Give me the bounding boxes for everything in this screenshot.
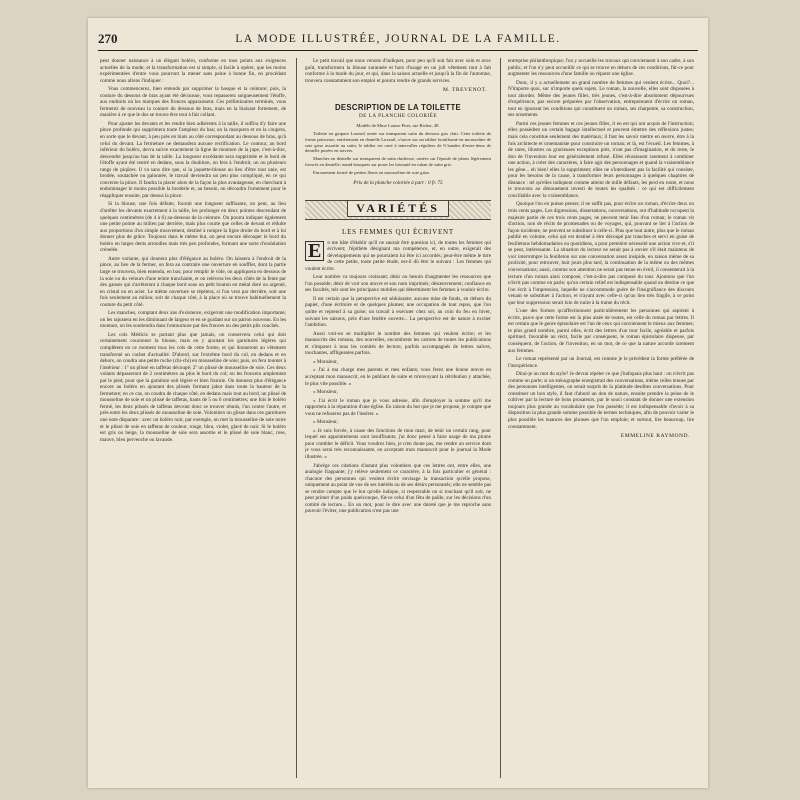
article-paragraph [305, 240, 491, 273]
article-opening-text: n me hâte d'établir qu'il ne saurait être question ici, de toutes les femmes qui écrivent; l'épithète désignant ma compétence, et, en outre, exigerait des développements qui ne pourraient lui être ici accordés; peut-être même le titre de cette petite, toute petite étude, est-il dû être le suivant : Les femmes qui voulent écrire. [305, 239, 491, 272]
article-paragraph: Leur nombre va toujours croissant; désir ou besoin d'augmenter les ressources que l'on possède; désir de voir son œuvre et son nom imprimés; désœuvrement; confiance en ses facultés, tels sont les principaux mobiles qui déterminent les femmes à vouloir écrire. [305, 274, 491, 294]
column-left [100, 58, 286, 778]
varietes-banner [305, 194, 491, 224]
paragraph: Quoique l'on en puisse penser, il ne suffit pas, pour écrire un roman, d'écrire deux ou trois cents pages. Les digressions, dissertations, conversations, ont d'habitude occupent la majeure partie de ces trois cents pages, ne peuvent tenir lieu d'un roman; le roman vit d'action, non de récits de promenades ou de voyages, qui, pouvant se lier à l'action de façon incidente, ne peuvent se substituer à celle-ci. Plus que tout autre, plus que le roman publié en volume, celui qui est destiné à être découpé par tranches et servi en guise de feuilletons hebdomadaires ou quotidiens, a pour première nécessité une action vive et, s'il se peut, intéressante. La situation du lecteur ne serait pas à envier s'il était maintenu de voir interrompre la feuilleton sur une conversation assez insipide, en raison même de sa prolixité, pour retrouver, huit jours plus tard, la continuation de la même ou des mêmes conversations; aussi, comme son attention ne serait pas tenue en éveil, il consenterait à la lecture d'un roman ainsi composé, c'est-à-dire pas composé du tout. Ajoutons que l'on n'écrit pas comme on parle; qu'un certain relief est indispensable quand on destine ce que l'on écrit à l'impression, laquelle ne s'accommode guère de l'insignifiance des discours venant se substituer à l'action, et n'ayant avec celle-ci qu'un lien très fragile, à ce point que leur suppression serait loin de nuire à la trame du récit. [508, 201, 694, 306]
description-paragraph: Modèle de Mme Louise Piret, rue Richer, 48. [356, 123, 440, 129]
article-paragraph: « Monsieur, [313, 358, 338, 365]
paragraph: Autre variante, qui donnera plus d'élégance au boléro. On laissera à l'endroit de la pince, au lieu de la fermer, on fera au contraire une ouverture en soufflet, dont la partie large se trouvera, bien entendu, en bas; pour remplir le vide, on appliquera en dessous de la soie ou du velours d'une teinte tranchante, et on relèvera les deux côtés de la fente par des ganses qui s'arrêteront à chaque bord sous un petit bouton en métal doré ou argenté, en cristal ou en acier. Le même ouverture se répétera, si l'on veut par derrière, soit une fois seulement au milieu; soit de chaque côté, à la place où se trouve habituellement la couture du petit côté. [100, 255, 286, 308]
paragraph: Le petit travail que nous venons d'indiquer, pour peu qu'il soit fait avec soin et avec goût, transformera la blouse surannée et hors d'usage en un joli vêtement tout à fait conforme à la mode du jour, et qui, dans la saison actuelle et jusqu'à la fin de l'automne, trouvera constamment son emploi et pourra rendre de grands services. [305, 58, 491, 84]
page-number: 270 [98, 31, 118, 46]
paragraph: Pour ajuster les devants et les rendre bien adhérents à la taille, il suffira d'y faire une pince profonde qui supprimera toute l'ampleur du bas; on la marquera et on la coupera, en sorte que le devant, à peu près en biais au côté correspondant au dessous de bras, qu'à celui du devant. La fermeture ne demandera aucune rectification. Le contour, au bord inférieur du boléro, devra suivre exactement la ligne de monture de la jupe, c'est-à-dire, descendre jusqu'au bas de la taille. La longueur excédante sera supprimée et le bord de l'étoffe ayant été rentré en dedans, sous la doublure, on fera à l'endroit, un ou plusieurs rangs de piqûres. Il va sans dire que, si la jaquette-blouse au lieu d'être tout unie, est brodée, soutachée ou galonnée, le travail deviendra un peu plus compliqué, en ce qui concerne la pince. Il faudra la placer alors de la façon la plus avantageuse, en cherchant à endommager le moins possible la broderie et, au besoin, on découdra l'ornement pour le réappliquer ensuite, par dessus la pince. [100, 120, 286, 199]
price-line: Prix de la planche coloriée à part : 0 fr. 75 [353, 179, 443, 186]
paragraph: Parmi ces jeunes femmes et ces jeunes filles, il en est qui ont acquis de l'instruction; elles possèdent un certain bagage intellectuel et peuvent émettre des réflexions justes; mais cela constitue seulement des matériaux; il faut les savoir mettre en œuvre, être à la fois architecte et ornemaniste pour construire un roman; et là, est l'écueil. Les femmes, à de rares, illustres ou gracieuses exceptions près, n'ont pas d'imagination, et du reste, le don de l'invention leur est généralement refusé. Elles réussissent rarement à combiner une action, à créer des caractères, à faire agir des personnages et quand la vraisemblance les gêne... eh bien! elles la suppriment; elles ne s'interdisent pas la facilité qui consiste, pour les besoins de la cause, à transformer leurs personnages à quelques chapitres de distance : tel qu'elles indiquent comme atteint de mille défauts, les perd en route, et nous le trouvons au dénouement investi de toutes les qualités : ce qui est difficilement conciliable avec la vraisemblance. [508, 120, 694, 199]
paragraph: Les manches, comptant deux ans d'existence, exigeront une modification importante; on les rajustera en les diminuant de largeur et en se guidant sur un patron nouveau. En les montant, on les soutiendra dans l'entournure par des fronces ou des petits plis couchés. [100, 310, 286, 330]
page-header [98, 28, 698, 51]
column-middle [305, 58, 491, 778]
paragraph: Le roman représenté par un Journal, est comme je le précédent la forme préférée de l'inexpérience. [508, 356, 694, 369]
article-paragraph: « Je suis forcée, à cause des fonctions de mon mari, de tenir un certain rang, pour lequel ses appointements sont insuffisants; j'ai donc pensé à faire usage de ma plume pour combler le déficit. Vous voudrez bien, je n'en doute pas, me rendre un service dont je vous serai très reconnaissante, en acceptant mon manuscrit pour le journal la Mode illustrée. » [305, 427, 491, 460]
signature: EMMELINE RAYMOND. [620, 433, 690, 440]
paragraph: Donc, il y a actuellement un grand nombre de femmes qui veulent écrire... Quoi?... N'importe quoi, sur n'importe quels sujets. Le roman, la nouvelle, elles sont disposées à tout aborder. Même des jeunes filles, très jeunes, c'est-à-dire absolument dépourvues d'expérience, pas encore préparées par l'observation, entreprennent d'écrire un roman, tout en ignorant les conditions qui constituent un roman, ses charpente, sa construction, ses ornements. [508, 79, 694, 119]
description-subtitle: DE LA PLANCHE COLORIÉE [358, 113, 437, 120]
article-title: LES FEMMES QUI ÉCRIVENT [342, 227, 454, 236]
journal-title: LA MODE ILLUSTRÉE, JOURNAL DE LA FAMILLE. [235, 33, 561, 45]
article-paragraph: « Monsieur, [313, 389, 338, 396]
article-paragraph: J'abrège ces citations d'autant plus volontiers que ces lettres ont, entre elles, une analogie frappante; j'y relève seulement ce caractère, à la fois particulier et général : chacune des personnes qui veulent écrire envisage la transaction qu'elle propose, uniquement au point de vue de ses intérêts ou de ses désirs personnels; elle ne semble pas se rendre compte que le but qu'elle indique, si respectable ou si touchant qu'il soit, ne peut primer d'un poids quelconque, fût-ce celui d'un fêtu de paille, sur les décisions d'un comité de lecture... En un mot, pour le dire avec une dureté que je me reproche sans pouvoir l'éviter, une publication n'est pas une [305, 462, 491, 515]
article-paragraph: Aussi voit-on se multiplier le nombre des femmes qui veulent écrire; et les manuscrits des romans, des nouvelles, encombrent les cartons de toutes les publications et s'imposer à tous les comités de lecture, parfois accompagnés de lettres naïves, touchantes, affligeantes parfois. [305, 330, 491, 357]
journal-page [88, 18, 708, 788]
paragraph: entreprise philanthropique; l'on y accueille les travaux qui conviennent à son cadre, à son public, et l'on n'y peut accueillir ce qui se trouve en dehors de ces conditions, fût-ce pour augmenter les ressources d'une famille ou réparer une église. [508, 58, 694, 78]
description-paragraph: Manches en dentelle sur transparent de satin duchesse, ornées sur l'épaule de jabots légèrement froncés en dentelle; nœud bouquets sur poser les biseauté en ruban de satin gris. [305, 156, 491, 167]
description-paragraph: Enrouement formé de petites fleurs en mousseline de soie grise. [313, 169, 431, 175]
article-paragraph: « J'ai à ma charge mes parents et mes enfants; vous ferez une bonne œuvre en acceptant mon manuscrit, en le publiant de suite et m'envoyant la rétribution y attachée, le plus vite possible. » [305, 367, 491, 387]
paragraph: Les cols Médicis se portant plus que jamais, on conservera celui qui doit certainement couronner la blouse, mais en y ajoutant les garnitures légères qui complètent en ce moment tous les cols de cette forme, et qui donneront au vêtement transformé un cachet d'actualité. D'abord, sur l'extrême bord du col, en dedans et en dehors, on coudra une petite ruche (chi-chi) en mousseline de soie; puis, on fera monter à l'intérieur : 1º un plissé en taffetas découpé; 2º un plissé de mousseline de soie. Ces deux volants dépasseront de 2 centimètres au plus le bord du col; on les froncera amplement par le pied, pour que la garniture soit légère et bien fournie. On donnera plus d'élégance encore au boléro en ajoutant des plissés formant jabot dans toute la hauteur de la fermeture; en ce cas, on coudra de chaque côté, en dedans mais tout au bord, un plissé de mousseline de soie et un plissé de taffetas, hauts de 5 ou 6 centimètres; une fois le boléro fermé, les deux plissés de taffetas devront donc se trouver réunis, l'un contre l'autre, et près entre les deux plissés de mousseline de soie. Volontiers on glisse dans ces garnitures une note disparate : avec un boléro noir, par exemple, on met la mousseline de soie noire et le plissé de soie en taffetas de couleur, rouge, bleu, violet, glacé de noir. Si le boléro est gris ou beige, la mousseline de soie sera assortie et le plissé de soie blanc, rose, mauve, bleu pervenche ou lavande. [100, 331, 286, 443]
drop-cap: E [305, 241, 324, 261]
paragraph: Si la blouse, une fois défaite, fournit une longueur suffisante, on peut, au lieu d'arrêter les devants exactement à la taille, les prolonger en deux pointes descendant de quelques centimètres (de 4 à 6) au-dessous de la ceinture. On pourra indiquer également une petite pointe au milieu par derrière, mais plus courte que celles de devant et réduite aux proportions d'un simple mouvement, destiné à rompre la ligne droite du bord et à lui donner plus de grâce. Toujours dans le même but, on peut encore découper le bord du boléro en larges dents arrondies mais très peu profondes, formant une sorte d'ondulation crénelée. [100, 201, 286, 254]
paragraph: Dirai-je un mot du style? Je devrai répéter ce que j'indiquais plus haut : on n'écrit pas comme on parle; si un sténographe enregistrait des conversations, même celles tenues par des personnes intelligentes, on serait surpris de la platitude desdites conversations. Pour constituer un bon style, il faut d'abord un don de nature, ensuite prendre la peine de le cultiver par la lecture de bons prosateurs, par le souci constant de donner une extension toujours plus grande au vocabulaire que l'on possède; il est indispensable d'avoir à sa disposition la plus grande somme possible de termes techniques, afin de pouvoir varier le plus possible les nuances des phrases que l'on emploie; et surtout, lire beaucoup, lire constamment. [508, 371, 694, 430]
column-rule [296, 58, 297, 778]
column-rule [500, 58, 501, 778]
description-title: DESCRIPTION DE LA TOILETTE [334, 103, 462, 113]
paragraph: Vous commencerez, bien entendu par supprimer la basque et la ceinture; puis, la couture du dessous de bras ayant été décousue, vous repasserez soigneusement l'étoffe, aux endroits où les marques des fronces apparaissent. Ces préliminaires terminés, vous fermerez de nouveau la couture du dessous de bras, mais en la biaisant fortement, de manière à ce que le dos se trouve être tout à fait collant. [100, 86, 286, 119]
paragraph: L'une des formes qu'affectionnent particulièrement les personnes qui aspirent à écrire, parce que cette forme est la plus aisée de toutes, est celle du roman par lettres. Il est certain que le genre épistolaire est l'un de ceux qui conviennent le mieux aux femmes; le plus grand nombre, parmi elles, écrit des lettres d'un tour facile, agréable et parfois spirituel; favorable au récit, facile par conséquent, le roman épistolaire dispense, par conséquent, de l'action, de l'invention, en un mot, de ce que la nature accorde rarement aux femmes. [508, 308, 694, 354]
signature: M. TREVENOT. [442, 87, 487, 94]
article-paragraph: Il est certain que la perspective est séduisante; aucune mise de fonds, en dehors du papier, d'une écritoire et de quelques plumes; une occupation de tout repos, que l'on quitte et reprend à sa guise; un travail à exécuter chez soi, au coin du feu en hiver, suivant les saisons, près d'une fenêtre ouverte... La perspective est de nature à exciter l'ambition. [305, 295, 491, 329]
section-label: VARIÉTÉS [347, 200, 449, 217]
description-paragraph: Toilette en guipure Luxeuil ornée sur transparent satin du dessous gris clair. Cette toilette de forme princesse, entièrement en dentelle Luxeuil, s'ouvre sur un tablier bouillonné en mousseline de soie grise assortie au satin; le tablier est orné à intervalles réguliers de 8 bandes d'entre-deux de dentelle posées en travers. [305, 130, 491, 154]
paragraph: peut donner naissance à un élégant boléro, conforme en tous points aux exigences actuelles de la mode; et la transformation est si simple, si facile à opérer, que les moins expérimentées d'entre vous pourront la mener sans peine à bonne fin, en procédant comme nous allons l'indiquer : [100, 58, 286, 84]
article-paragraph: « J'ai écrit le roman que je vous adresse, afin d'employer la somme qu'il me rapportera à la réparation d'une église. En raison du but que je me propose, je compte que vous ne refuserez pas de l'insérer. » [305, 397, 491, 417]
article-paragraph: « Monsieur, [313, 419, 338, 426]
column-right [508, 58, 694, 778]
